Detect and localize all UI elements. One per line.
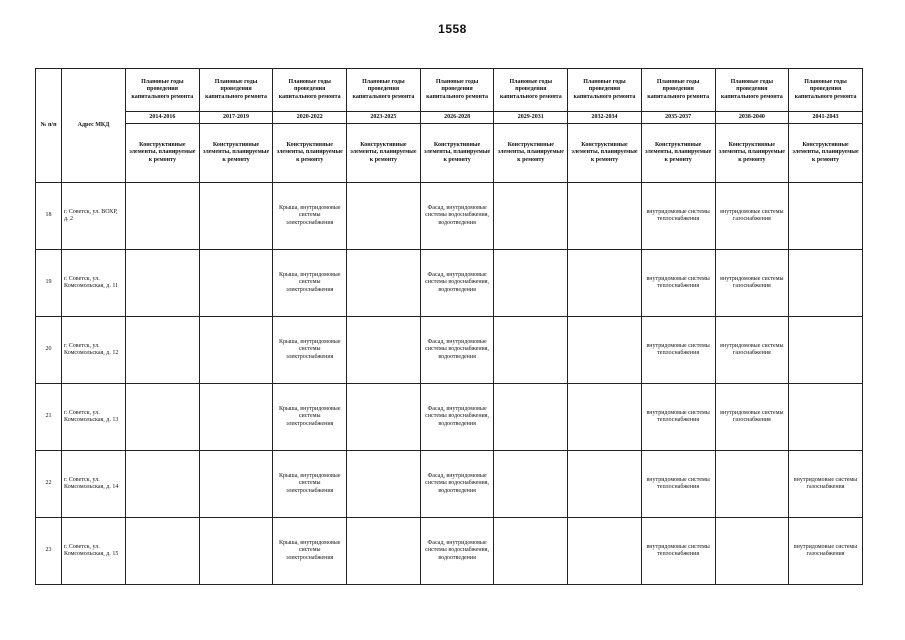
repair-cell [199, 384, 273, 451]
period-header: 2035-2037 [641, 112, 715, 124]
repair-cell: внутридомовые системы газоснабжения [715, 384, 789, 451]
row-address: г. Советск, ул. Комсомольская, д. 15 [62, 518, 126, 585]
table-row [36, 384, 863, 451]
period-header: 2014-2016 [126, 112, 200, 124]
repair-cell [199, 317, 273, 384]
repair-cell [568, 250, 642, 317]
period-header: 2029-2031 [494, 112, 568, 124]
row-address: г. Советск, ул. Комсомольская, д. 14 [62, 451, 126, 518]
table-body [36, 183, 863, 585]
repair-cell [347, 451, 421, 518]
repair-cell [568, 317, 642, 384]
repair-cell [126, 250, 200, 317]
repair-cell [126, 183, 200, 250]
header-row-periods [36, 112, 863, 124]
repair-cell: внутридомовые системы теплоснабжения [641, 250, 715, 317]
elements-header: Конструктивные элементы, планируемые к ремонту [715, 124, 789, 183]
repair-cell [347, 317, 421, 384]
period-header: 2041-2043 [789, 112, 863, 124]
repair-cell [126, 384, 200, 451]
repair-cell [494, 317, 568, 384]
repair-cell [494, 384, 568, 451]
elements-header: Конструктивные элементы, планируемые к ремонту [641, 124, 715, 183]
row-number: 23 [36, 518, 62, 585]
row-address: г. Советск, ул. Комсомольская, д. 11 [62, 250, 126, 317]
plan-header: Плановые годы проведения капитального ремонта [199, 69, 273, 112]
repair-cell [789, 317, 863, 384]
repair-cell: Крыша, внутридомовые системы электроснабжения [273, 317, 347, 384]
table-row [36, 317, 863, 384]
repair-cell [199, 518, 273, 585]
row-address: г. Советск, ул. ВОХР, д. 2 [62, 183, 126, 250]
elements-header: Конструктивные элементы, планируемые к ремонту [347, 124, 421, 183]
repair-cell [494, 451, 568, 518]
elements-header: Конструктивные элементы, планируемые к ремонту [789, 124, 863, 183]
repair-cell: Крыша, внутридомовые системы электроснабжения [273, 518, 347, 585]
plan-header: Плановые годы проведения капитального ремонта [789, 69, 863, 112]
repair-cell: Крыша, внутридомовые системы электроснабжения [273, 384, 347, 451]
repair-cell: внутридомовые системы газоснабжения [715, 250, 789, 317]
address-column-header: Адрес МКД [62, 69, 126, 183]
header-row-plan [36, 69, 863, 112]
repair-cell [126, 451, 200, 518]
plan-header: Плановые годы проведения капитального ремонта [420, 69, 494, 112]
period-header: 2017-2019 [199, 112, 273, 124]
repair-cell: внутридомовые системы теплоснабжения [641, 384, 715, 451]
header-row-elements [36, 124, 863, 183]
repair-cell [789, 384, 863, 451]
row-address: г. Советск, ул. Комсомольская, д. 13 [62, 384, 126, 451]
elements-header: Конструктивные элементы, планируемые к ремонту [568, 124, 642, 183]
repair-cell [347, 518, 421, 585]
repair-cell [494, 518, 568, 585]
repair-cell [568, 518, 642, 585]
repair-cell [347, 250, 421, 317]
repair-cell [347, 384, 421, 451]
repair-cell [126, 518, 200, 585]
table-row [36, 451, 863, 518]
repair-cell: внутридомовые системы газоснабжения [715, 317, 789, 384]
elements-header: Конструктивные элементы, планируемые к ремонту [420, 124, 494, 183]
repair-cell: Фасад, внутридомовые системы водоснабжения, водоотведения [420, 518, 494, 585]
period-header: 2020-2022 [273, 112, 347, 124]
repair-cell: Фасад, внутридомовые системы водоснабжения, водоотведения [420, 250, 494, 317]
table-row [36, 183, 863, 250]
plan-header: Плановые годы проведения капитального ремонта [347, 69, 421, 112]
row-address: г. Советск, ул. Комсомольская, д. 12 [62, 317, 126, 384]
repair-cell: Фасад, внутридомовые системы водоснабжения, водоотведения [420, 384, 494, 451]
repair-cell [789, 250, 863, 317]
repair-cell: внутридомовые системы газоснабжения [789, 518, 863, 585]
row-number: 20 [36, 317, 62, 384]
row-number: 18 [36, 183, 62, 250]
elements-header: Конструктивные элементы, планируемые к ремонту [126, 124, 200, 183]
repair-cell [715, 451, 789, 518]
repair-cell: Фасад, внутридомовые системы водоснабжения, водоотведения [420, 183, 494, 250]
plan-header: Плановые годы проведения капитального ремонта [715, 69, 789, 112]
table-row [36, 250, 863, 317]
repair-cell: Фасад, внутридомовые системы водоснабжения, водоотведения [420, 317, 494, 384]
repair-cell [494, 183, 568, 250]
repair-cell [199, 250, 273, 317]
repair-cell [199, 183, 273, 250]
row-number: 21 [36, 384, 62, 451]
repair-cell [126, 317, 200, 384]
plan-header: Плановые годы проведения капитального ремонта [126, 69, 200, 112]
repair-cell [568, 451, 642, 518]
repair-cell: внутридомовые системы теплоснабжения [641, 518, 715, 585]
period-header: 2032-2034 [568, 112, 642, 124]
period-header: 2038-2040 [715, 112, 789, 124]
repair-cell: внутридомовые системы газоснабжения [789, 451, 863, 518]
row-number: 19 [36, 250, 62, 317]
plan-header: Плановые годы проведения капитального ремонта [494, 69, 568, 112]
row-number: 22 [36, 451, 62, 518]
repair-cell: Крыша, внутридомовые системы электроснабжения [273, 250, 347, 317]
period-header: 2026-2028 [420, 112, 494, 124]
repair-cell: Крыша, внутридомовые системы электроснабжения [273, 451, 347, 518]
repair-cell [199, 451, 273, 518]
repair-cell [568, 384, 642, 451]
plan-header: Плановые годы проведения капитального ремонта [273, 69, 347, 112]
repair-cell: внутридомовые системы теплоснабжения [641, 183, 715, 250]
repair-cell [568, 183, 642, 250]
capital-repair-schedule-table [35, 68, 863, 585]
repair-cell [347, 183, 421, 250]
repair-cell: Фасад, внутридомовые системы водоснабжения, водоотведения [420, 451, 494, 518]
plan-header: Плановые годы проведения капитального ремонта [568, 69, 642, 112]
repair-cell: Крыша, внутридомовые системы электроснабжения [273, 183, 347, 250]
elements-header: Конструктивные элементы, планируемые к ремонту [494, 124, 568, 183]
page-number: 1558 [438, 22, 467, 36]
repair-cell [715, 518, 789, 585]
table-row [36, 518, 863, 585]
plan-header: Плановые годы проведения капитального ремонта [641, 69, 715, 112]
repair-cell [494, 250, 568, 317]
repair-cell [789, 183, 863, 250]
repair-cell: внутридомовые системы теплоснабжения [641, 317, 715, 384]
elements-header: Конструктивные элементы, планируемые к ремонту [199, 124, 273, 183]
elements-header: Конструктивные элементы, планируемые к ремонту [273, 124, 347, 183]
repair-cell: внутридомовые системы теплоснабжения [641, 451, 715, 518]
period-header: 2023-2025 [347, 112, 421, 124]
repair-cell: внутридомовые системы газоснабжения [715, 183, 789, 250]
num-column-header: № п/п [36, 69, 62, 183]
